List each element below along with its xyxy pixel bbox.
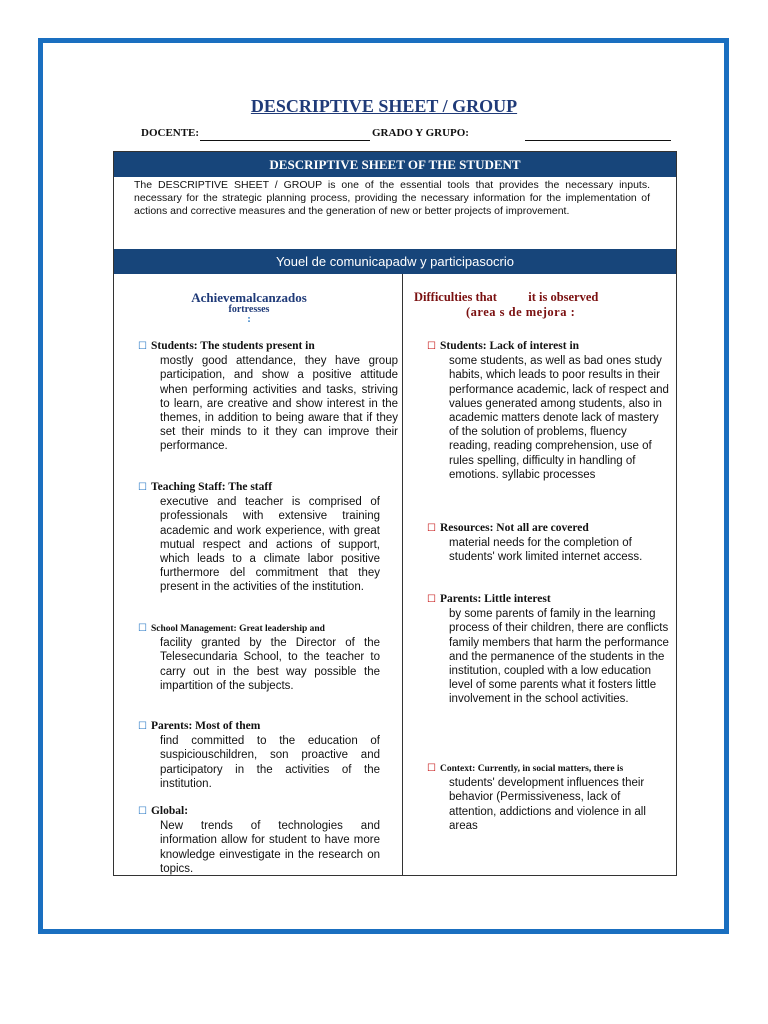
checkbox-icon: ☐ <box>138 341 147 352</box>
right-item-resources-title: ☐ Resources: Not all are covered <box>427 522 589 534</box>
checkbox-icon: ☐ <box>427 341 436 352</box>
right-heading-line1: Difficulties that it is observed <box>414 290 599 304</box>
left-item-students-body: mostly good attendance, they have group participation, and show a positive attitude when performing activities and tasks, striving to learn, are creative and show interest in the themes, in addition to being aware that if they set their minds to it they can improve their performance. <box>160 355 398 453</box>
checkbox-icon: ☐ <box>427 594 436 605</box>
left-item-global-body: New trends of technologies and information allow for student to have more knowledge einvestigate in the research on topics. <box>160 820 380 875</box>
left-item-students <box>138 339 398 454</box>
right-item-resources <box>427 521 659 565</box>
intro-text: The DESCRIPTIVE SHEET / GROUP is one of the essential tools that provides the necessary inputs. necessary for the strategic planning process, providing the necessary information for the implementation of actions and corrective measures and the generation of new or better projects of improvement. <box>134 179 650 217</box>
right-item-students <box>427 339 669 482</box>
left-item-school-management <box>138 622 380 693</box>
left-item-teaching-body: executive and teacher is comprised of professionals with extensive training academic and work experience, with great mutual respect and actions of support, which leads to a climate labor positive furthermore del commitment that they present in the activities of the institution. <box>160 496 380 594</box>
checkbox-icon: ☐ <box>427 523 436 534</box>
left-heading-line2: fortresses <box>228 304 270 315</box>
checkbox-icon: ☐ <box>138 623 147 634</box>
right-item-context-title: ☐ Context: Currently, in social matters, there is <box>427 763 624 774</box>
left-item-parents <box>138 719 380 791</box>
left-column-heading <box>154 290 344 325</box>
left-item-management-title: ☐ School Management: Great leadership and <box>138 623 325 634</box>
right-item-students-body: some students, as well as bad ones study habits, which leads to poor results in their performance academic, lack of respect and values generated among students, also in academic matters denote lack of mastery of the solution of problems, fluency reading, reading comprehension, use of rules spelling, difficulty in handling of emotions. syllabic processes <box>449 355 669 481</box>
right-item-resources-body: material needs for the completion of students' work limited internet access. <box>449 537 643 564</box>
left-item-global-title: ☐ Global: <box>138 805 189 817</box>
right-item-context <box>427 762 664 833</box>
left-item-teaching-title: ☐ Teaching Staff: The staff <box>138 481 273 493</box>
checkbox-icon: ☐ <box>427 763 436 774</box>
grado-label: GRADO Y GRUPO: <box>372 127 469 139</box>
docente-line <box>200 140 370 141</box>
band-label: Youel de comunicapadw y participasocrio <box>114 249 676 274</box>
document-title: DESCRIPTIVE SHEET / GROUP <box>250 96 518 116</box>
descriptive-table <box>113 151 677 876</box>
docente-label: DOCENTE: <box>141 127 200 139</box>
right-item-students-title: ☐ Students: Lack of interest in <box>427 340 580 352</box>
right-column-heading <box>414 290 654 320</box>
left-heading-line1: Achievemalcanzados <box>191 290 307 305</box>
checkbox-icon: ☐ <box>138 806 147 817</box>
left-heading-line3: : <box>247 314 251 325</box>
right-item-parents-body: by some parents of family in the learning process of their children, there are conflicts family members that harm the performance and the permanence of the students in the institution, coupled with a low education level of some parents what it fosters little involvement in the school activities. <box>449 608 669 706</box>
left-item-parents-body: find committed to the education of suspiciouschildren, son proactive and participatory in the activities of the institution. <box>160 735 380 790</box>
checkbox-icon: ☐ <box>138 482 147 493</box>
section-header: DESCRIPTIVE SHEET OF THE STUDENT <box>114 152 676 177</box>
right-item-parents <box>427 592 671 707</box>
grado-line <box>525 140 671 141</box>
right-item-parents-title: ☐ Parents: Little interest <box>427 593 551 605</box>
left-item-management-body: facility granted by the Director of the Telesecundaria School, to the teacher to carry out in the best way possible the impartition of the subjects. <box>160 637 380 692</box>
right-item-context-body: students' development influences their behavior (Permissiveness, lack of attention, addictions and violence in all areas <box>449 777 646 832</box>
left-item-parents-title: ☐ Parents: Most of them <box>138 720 261 732</box>
left-item-students-title: ☐ Students: The students present in <box>138 340 315 352</box>
checkbox-icon: ☐ <box>138 721 147 732</box>
left-item-teaching-staff <box>138 480 380 595</box>
left-item-global <box>138 804 380 876</box>
right-heading-line2: (area s de mejora : <box>466 305 576 319</box>
column-divider <box>402 274 403 875</box>
